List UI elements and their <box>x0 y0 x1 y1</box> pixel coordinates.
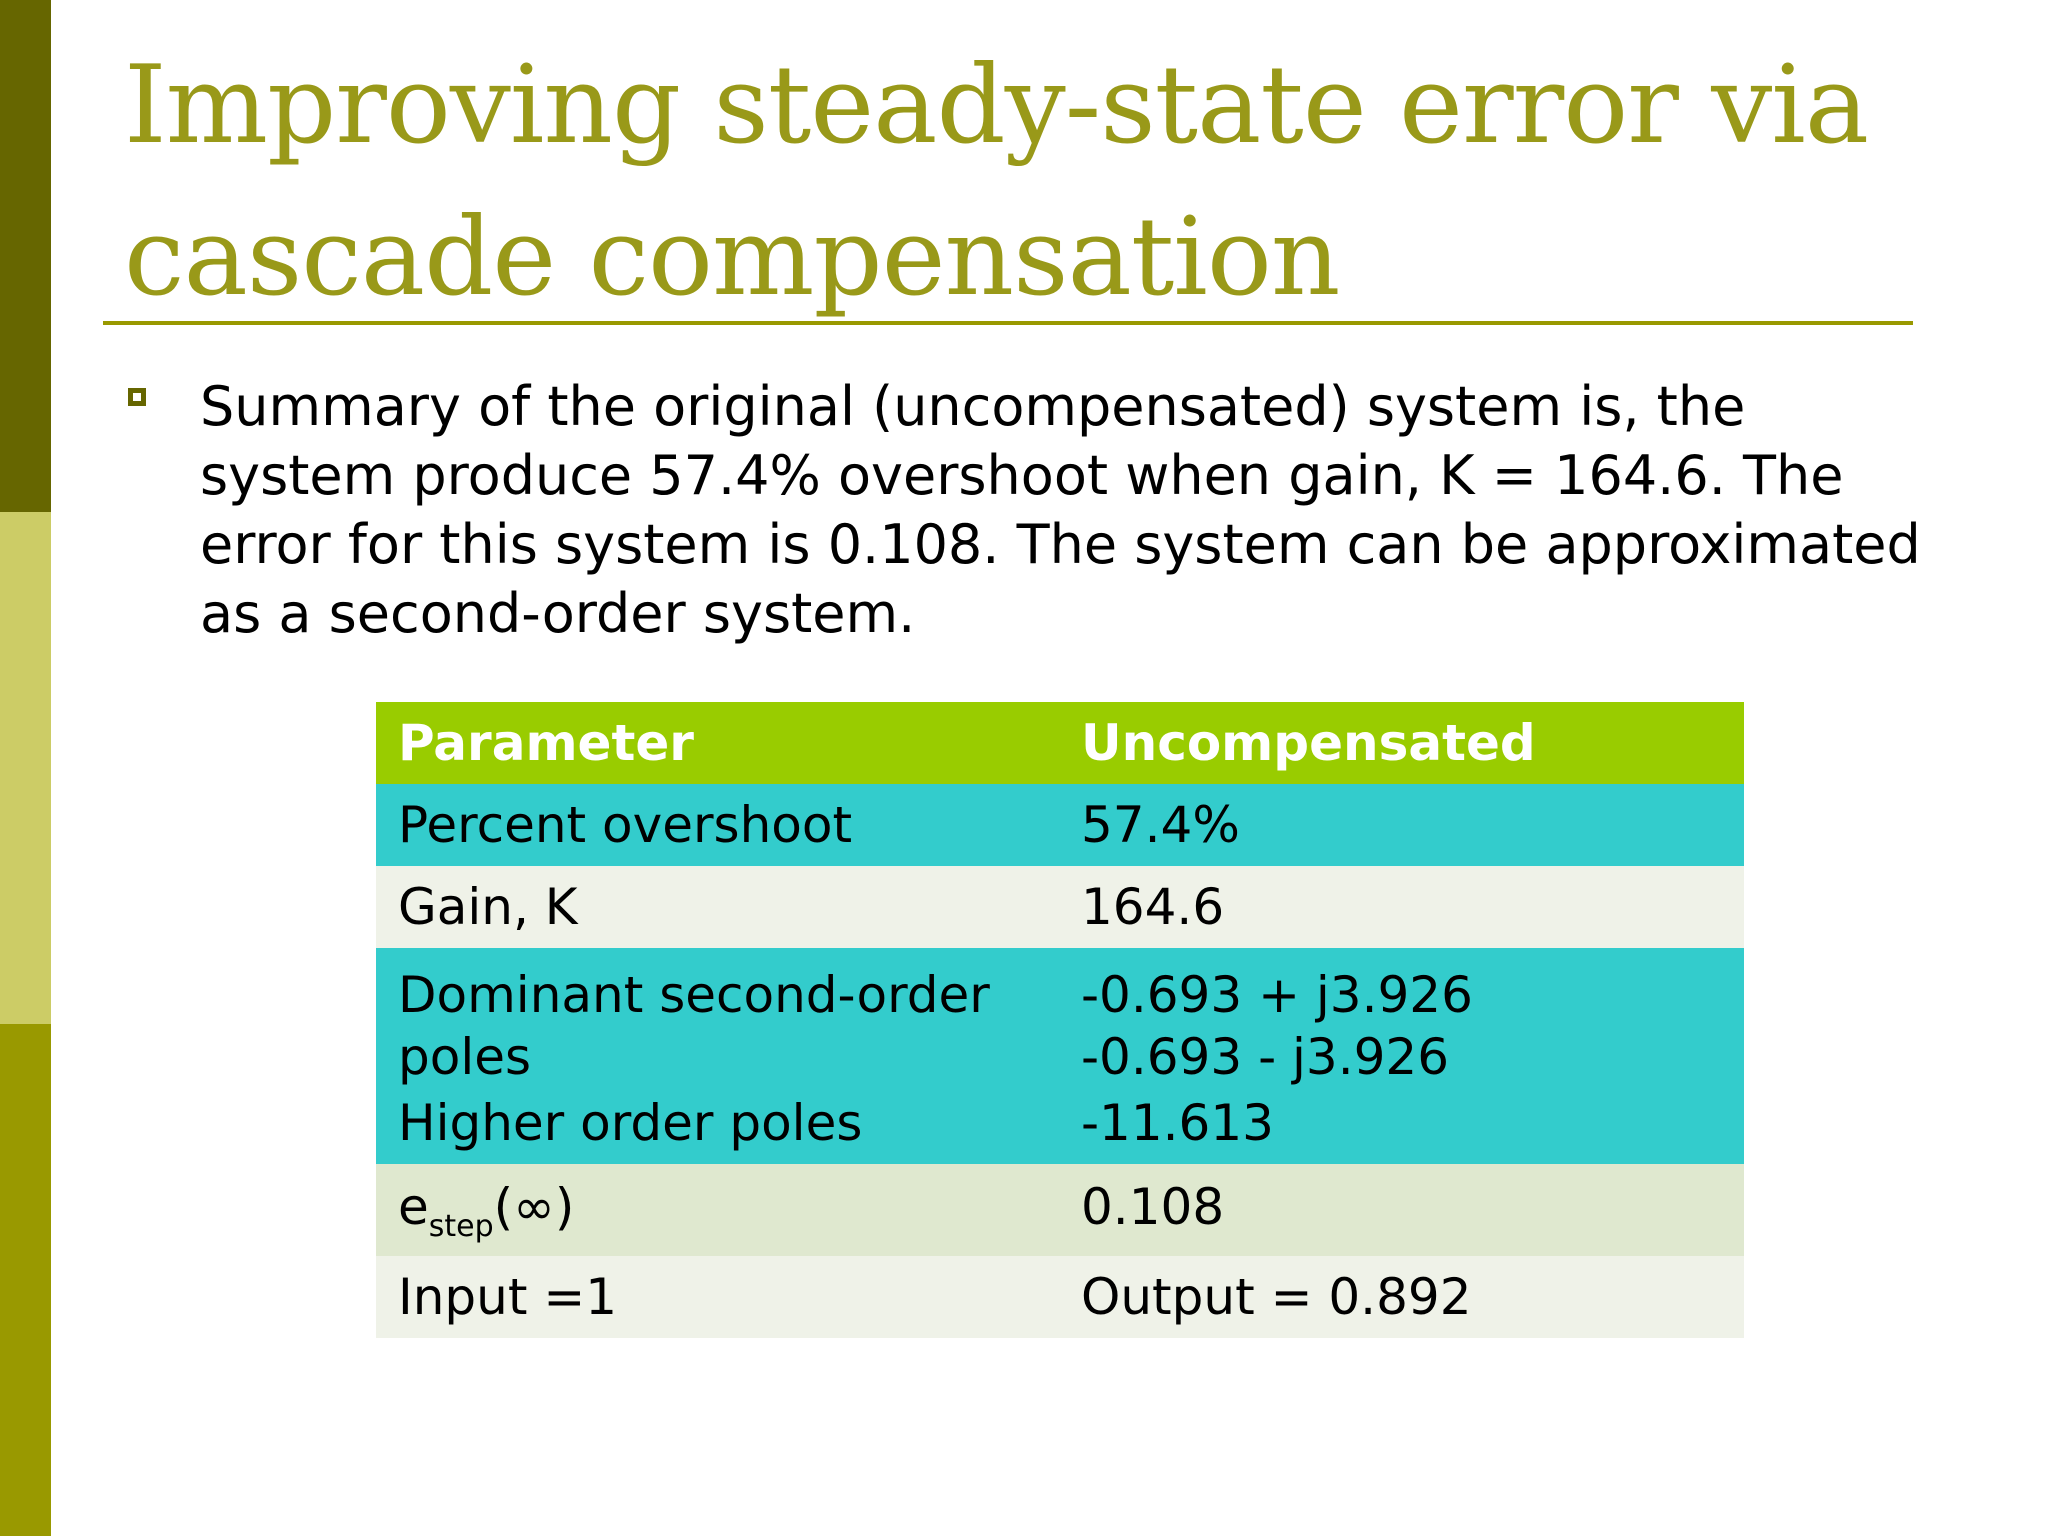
dominant-label-line-2: poles <box>398 1028 532 1086</box>
sidebar-dark-block <box>0 0 51 512</box>
table-row <box>376 784 1744 866</box>
cell-param-overshoot: Percent overshoot <box>376 784 1059 866</box>
table-row <box>376 1256 1744 1338</box>
cell-param-input: Input =1 <box>376 1256 1059 1338</box>
cell-param-step-error <box>376 1164 1059 1256</box>
dominant-pole-2: -0.693 - j3.926 <box>1081 1028 1450 1086</box>
cell-value-step-error: 0.108 <box>1059 1164 1744 1256</box>
sidebar-olive-block <box>0 1024 51 1536</box>
dominant-label-line-1: Dominant second-order <box>398 966 990 1024</box>
cell-param-dominant-poles <box>376 948 1059 1088</box>
table-row <box>376 1164 1744 1256</box>
error-subscript: step <box>428 1209 494 1244</box>
title-line-1: Improving steady-state error via <box>124 43 1869 168</box>
cell-value-dominant-poles <box>1059 948 1744 1088</box>
title-line-2: cascade compensation <box>124 195 1340 320</box>
summary-paragraph: Summary of the original (uncompensated) system is, the system produce 57.4% overshoot when gain, K = 164.6. The error for this system is 0.108. The system can be approximated as a second-order system. <box>200 375 1921 645</box>
title-underline <box>103 321 1913 325</box>
table-header-row <box>376 702 1744 784</box>
dominant-pole-1: -0.693 + j3.926 <box>1081 966 1473 1024</box>
cell-param-higher-poles: Higher order poles <box>376 1088 1059 1164</box>
error-symbol: e <box>398 1178 429 1236</box>
sidebar-light-block <box>0 512 51 1024</box>
table-row <box>376 948 1744 1088</box>
cell-value-gain: 164.6 <box>1059 866 1744 948</box>
table-row <box>376 866 1744 948</box>
cell-value-higher-poles: -11.613 <box>1059 1088 1744 1164</box>
header-uncompensated: Uncompensated <box>1059 702 1744 784</box>
square-bullet-icon <box>128 388 146 406</box>
slide-title <box>124 30 1924 334</box>
summary-table <box>376 702 1744 1338</box>
error-infinity: (∞) <box>493 1178 575 1236</box>
cell-value-output: Output = 0.892 <box>1059 1256 1744 1338</box>
table-row <box>376 1088 1744 1164</box>
cell-param-gain: Gain, K <box>376 866 1059 948</box>
cell-value-overshoot: 57.4% <box>1059 784 1744 866</box>
header-parameter: Parameter <box>376 702 1059 784</box>
